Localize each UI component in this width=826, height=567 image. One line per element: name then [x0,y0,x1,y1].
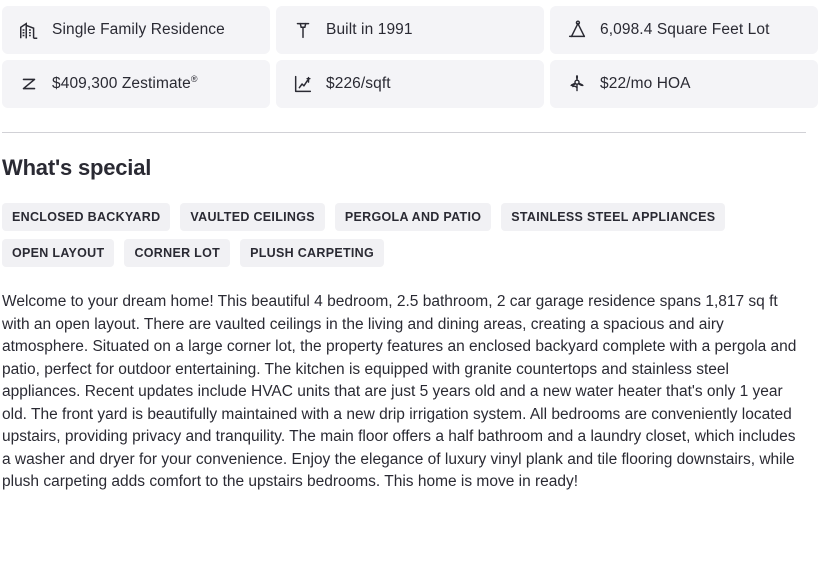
list-item: STAINLESS STEEL APPLIANCES [501,203,725,231]
apartment-building-icon [16,17,42,43]
hammer-icon [290,17,316,43]
section-divider [2,132,806,133]
fact-card-price-per-sqft [276,60,544,108]
list-item: OPEN LAYOUT [2,239,114,267]
registered-mark: ® [190,73,198,84]
zestimate-value: $409,300 Zestimate [52,75,191,92]
fact-card-hoa [550,60,818,108]
fact-label-hoa: $22/mo HOA [600,75,691,92]
fact-label-price-per-sqft: $226/sqft [326,75,391,92]
home-facts-grid [0,0,826,108]
fact-card-home-type [2,6,270,54]
list-item: PERGOLA AND PATIO [335,203,491,231]
fact-label-lot-size: 6,098.4 Square Feet Lot [600,21,770,38]
price-per-sqft-icon [290,71,316,97]
fact-label-zestimate [52,74,198,94]
property-description: Welcome to your dream home! This beautiful 4 bedroom, 2.5 bathroom, 2 car garage residence spans 1,817 sq ft with an open layout. There are vaulted ceilings in the living and dining areas, creating a spacious and airy atmosphere. Situated on a large corner lot, the property features an enclosed backyard complete with a pergola and patio, perfect for outdoor entertaining. The kitchen is equipped with granite countertops and stainless steel appliances. Recent updates include HVAC units that are just 5 years old and a new water heater that's only 1 year old. The front yard is beautifully maintained with a new drip irrigation system. All bedrooms are conveniently located upstairs, providing privacy and tranquility. The main floor offers a half bathroom and a laundry closet, which includes a washer and dryer for your convenience. Enjoy the elegance of luxury vinyl plank and tile flooring downstairs, while plush carpeting adds comfort to the upstairs bedrooms. This home is move in ready! [2,293,797,490]
fact-card-zestimate [2,60,270,108]
hoa-flower-icon [564,71,590,97]
fact-card-year-built [276,6,544,54]
fact-card-lot-size [550,6,818,54]
zestimate-icon [16,71,42,97]
page-title: What's special [2,155,152,180]
lot-area-icon [564,17,590,43]
list-item: CORNER LOT [124,239,230,267]
list-item: ENCLOSED BACKYARD [2,203,170,231]
fact-label-year-built: Built in 1991 [326,21,413,38]
list-item: VAULTED CEILINGS [180,203,324,231]
special-tags-list [2,203,802,267]
list-item: PLUSH CARPETING [240,239,384,267]
fact-label-home-type: Single Family Residence [52,21,225,38]
